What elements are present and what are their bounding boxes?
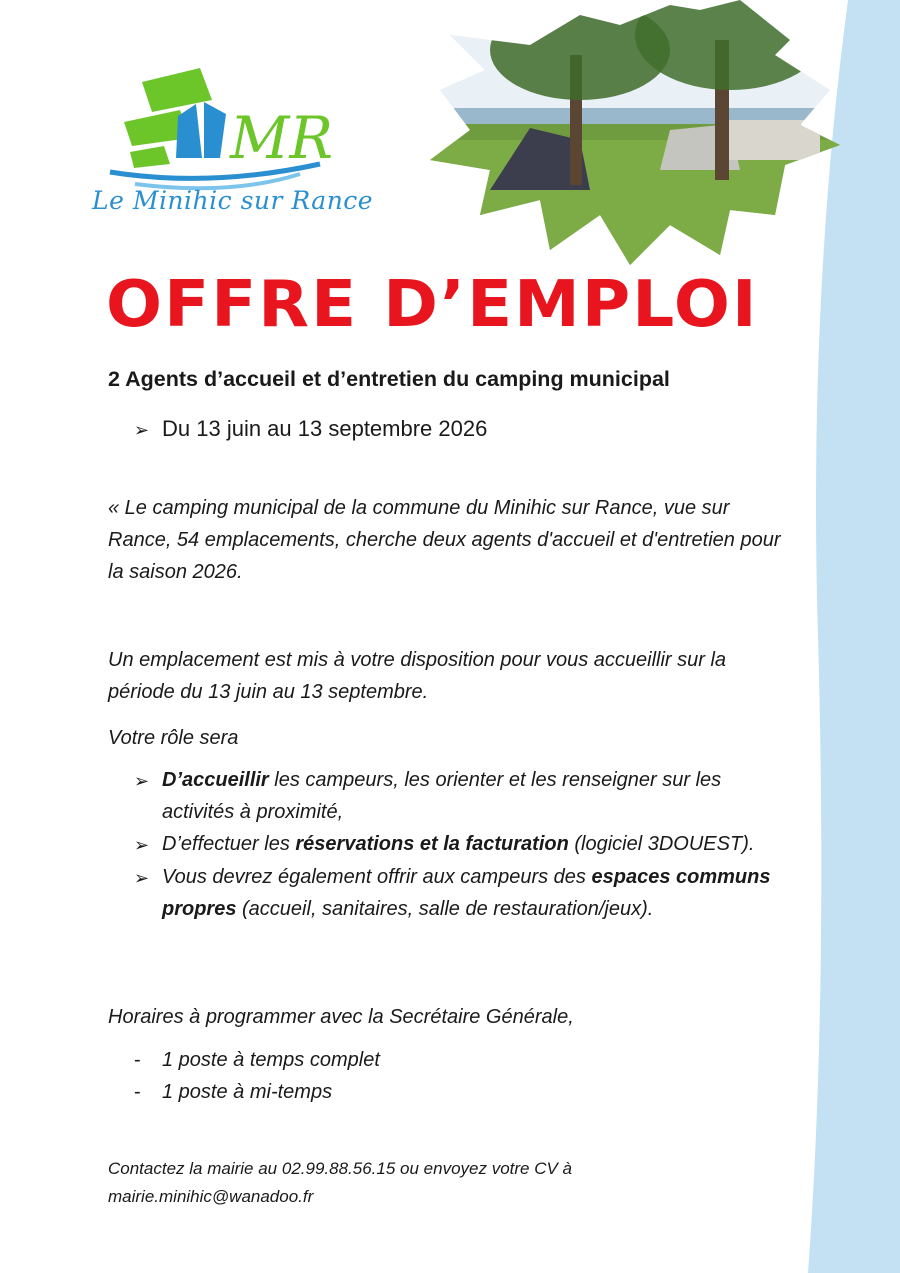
- emplacement-paragraph: Un emplacement est mis à votre disposition pour vous accueillir sur la période du 13 juin au 13 septembre.: [108, 649, 727, 703]
- contact-email[interactable]: mairie.minihic@wanadoo.fr: [108, 1187, 314, 1206]
- job-subtitle: 2 Agents d’accueil et d’entretien du camping municipal: [108, 367, 670, 391]
- arrow-bullet-icon: ➢: [134, 771, 150, 791]
- logo-text: Le Minihic sur Rance: [92, 186, 374, 215]
- arrow-bullet-icon: ➢: [134, 835, 150, 855]
- dash-bullet-icon: -: [134, 1049, 141, 1071]
- contact-phone-line: Contactez la mairie au 02.99.88.56.15 ou envoyez votre CV à: [108, 1159, 573, 1178]
- poste-text: 1 poste à temps complet: [162, 1049, 380, 1071]
- date-line: [134, 416, 487, 442]
- arrow-bullet-icon: ➢: [134, 420, 150, 440]
- date-text: Du 13 juin au 13 septembre 2026: [162, 416, 488, 441]
- poste-text: 1 poste à mi-temps: [162, 1081, 333, 1103]
- bullet-bold: réservations et la facturation: [295, 833, 569, 855]
- role-intro: Votre rôle sera: [108, 727, 239, 749]
- list-item: [134, 1044, 380, 1076]
- bullet-text: les campeurs, les orienter et les renseigner sur les activités à proximité,: [162, 769, 722, 823]
- list-item: [134, 828, 794, 861]
- list-item: [134, 861, 794, 925]
- bullet-bold: D’accueillir: [162, 769, 269, 791]
- horaires-paragraph: Horaires à programmer avec la Secrétaire Générale,: [108, 1006, 574, 1028]
- contact-block: [108, 1155, 572, 1211]
- logo-letters: MR: [230, 104, 334, 172]
- bullet-bold: espaces communs propres: [162, 866, 771, 920]
- job-offer-title: OFFRE D’EMPLOI: [106, 268, 759, 342]
- intro-paragraph: « Le camping municipal de la commune du Minihic sur Rance, vue sur Rance, 54 emplacements, cherche deux agents d'accueil et d'entretien pour la saison 2026.: [108, 497, 781, 583]
- bullet-text: D’effectuer les: [162, 833, 296, 855]
- arrow-bullet-icon: ➢: [134, 868, 150, 888]
- postes-list: [134, 1044, 380, 1108]
- campsite-photo: [430, 0, 840, 265]
- role-list: [134, 764, 794, 925]
- bullet-text: Vous devrez également offrir aux campeurs des: [162, 866, 592, 888]
- list-item: [134, 1076, 380, 1108]
- list-item: [134, 764, 794, 828]
- bullet-text: (accueil, sanitaires, salle de restauration/jeux).: [236, 898, 654, 920]
- bullet-text: (logiciel 3DOUEST).: [568, 833, 755, 855]
- dash-bullet-icon: -: [134, 1081, 141, 1103]
